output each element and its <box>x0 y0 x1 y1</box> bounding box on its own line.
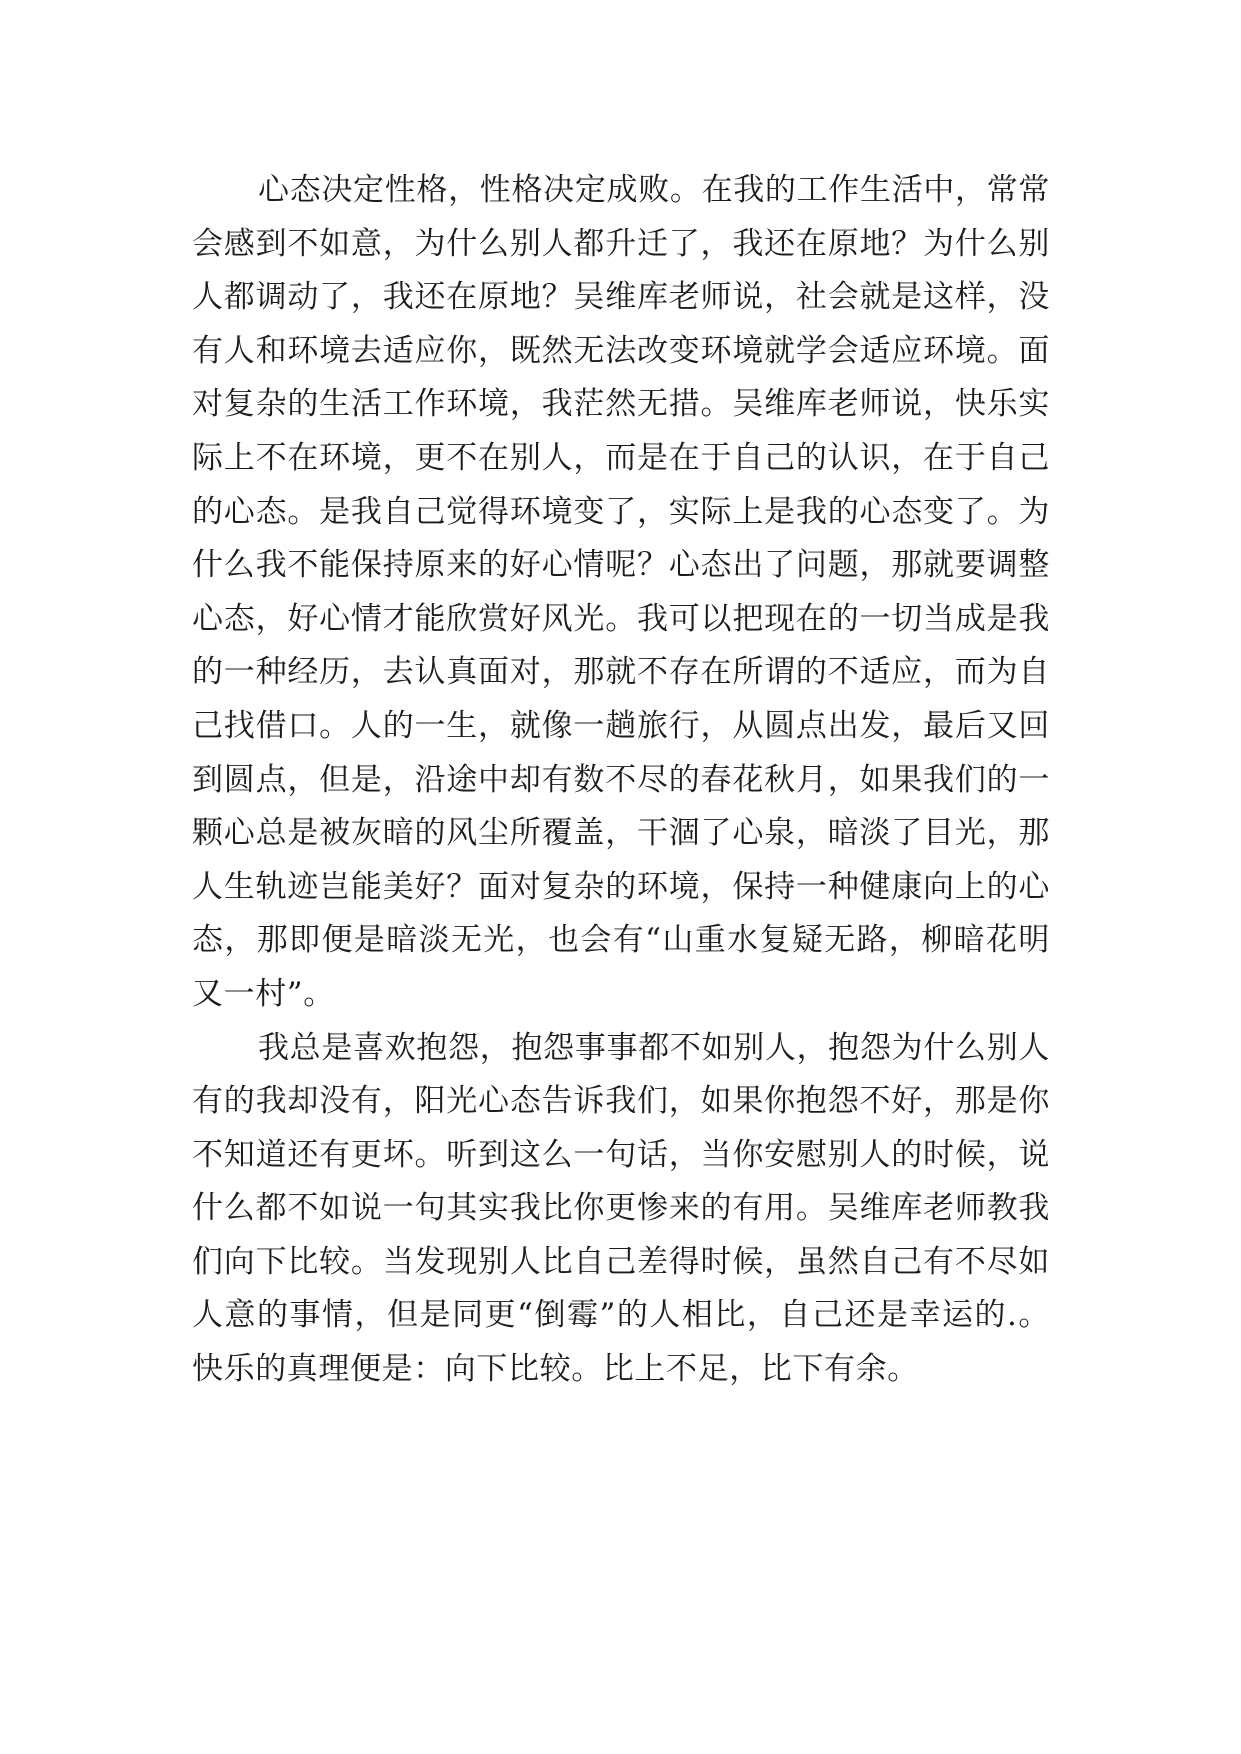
document-body <box>192 164 1050 1397</box>
paragraph-mindset: 心态决定性格，性格决定成败。在我的工作生活中，常常会感到不如意，为什么别人都升迁了，我还在原地？为什么别人都调动了，我还在原地？吴维库老师说，社会就是这样，没有人和环境去适应你，既然无法改变环境就学会适应环境。面对复杂的生活工作环境，我茫然无措。吴维库老师说，快乐实际上不在环境，更不在别人，而是在于自己的认识，在于自己的心态。是我自己觉得环境变了，实际上是我的心态变了。为什么我不能保持原来的好心情呢？心态出了问题，那就要调整心态，好心情才能欣赏好风光。我可以把现在的一切当成是我的一种经历，去认真面对，那就不存在所谓的不适应，而为自己找借口。人的一生，就像一趟旅行，从圆点出发，最后又回到圆点，但是，沿途中却有数不尽的春花秋月，如果我们的一颗心总是被灰暗的风尘所覆盖，干涸了心泉，暗淡了目光，那人生轨迹岂能美好？面对复杂的环境，保持一种健康向上的心态，那即便是暗淡无光，也会有“山重水复疑无路，柳暗花明又一村”。 <box>192 172 1050 1012</box>
paragraph-complaining: 我总是喜欢抱怨，抱怨事事都不如别人，抱怨为什么别人有的我却没有，阳光心态告诉我们，如果你抱怨不好，那是你不知道还有更坏。听到这么一句话，当你安慰别人的时候，说什么都不如说一句其实我比你更惨来的有用。吴维库老师教我们向下比较。当发现别人比自己差得时候，虽然自己有不尽如人意的事情，但是同更“倒霉”的人相比，自己还是幸运的.。快乐的真理便是：向下比较。比上不足，比下有余。 <box>192 1029 1050 1388</box>
